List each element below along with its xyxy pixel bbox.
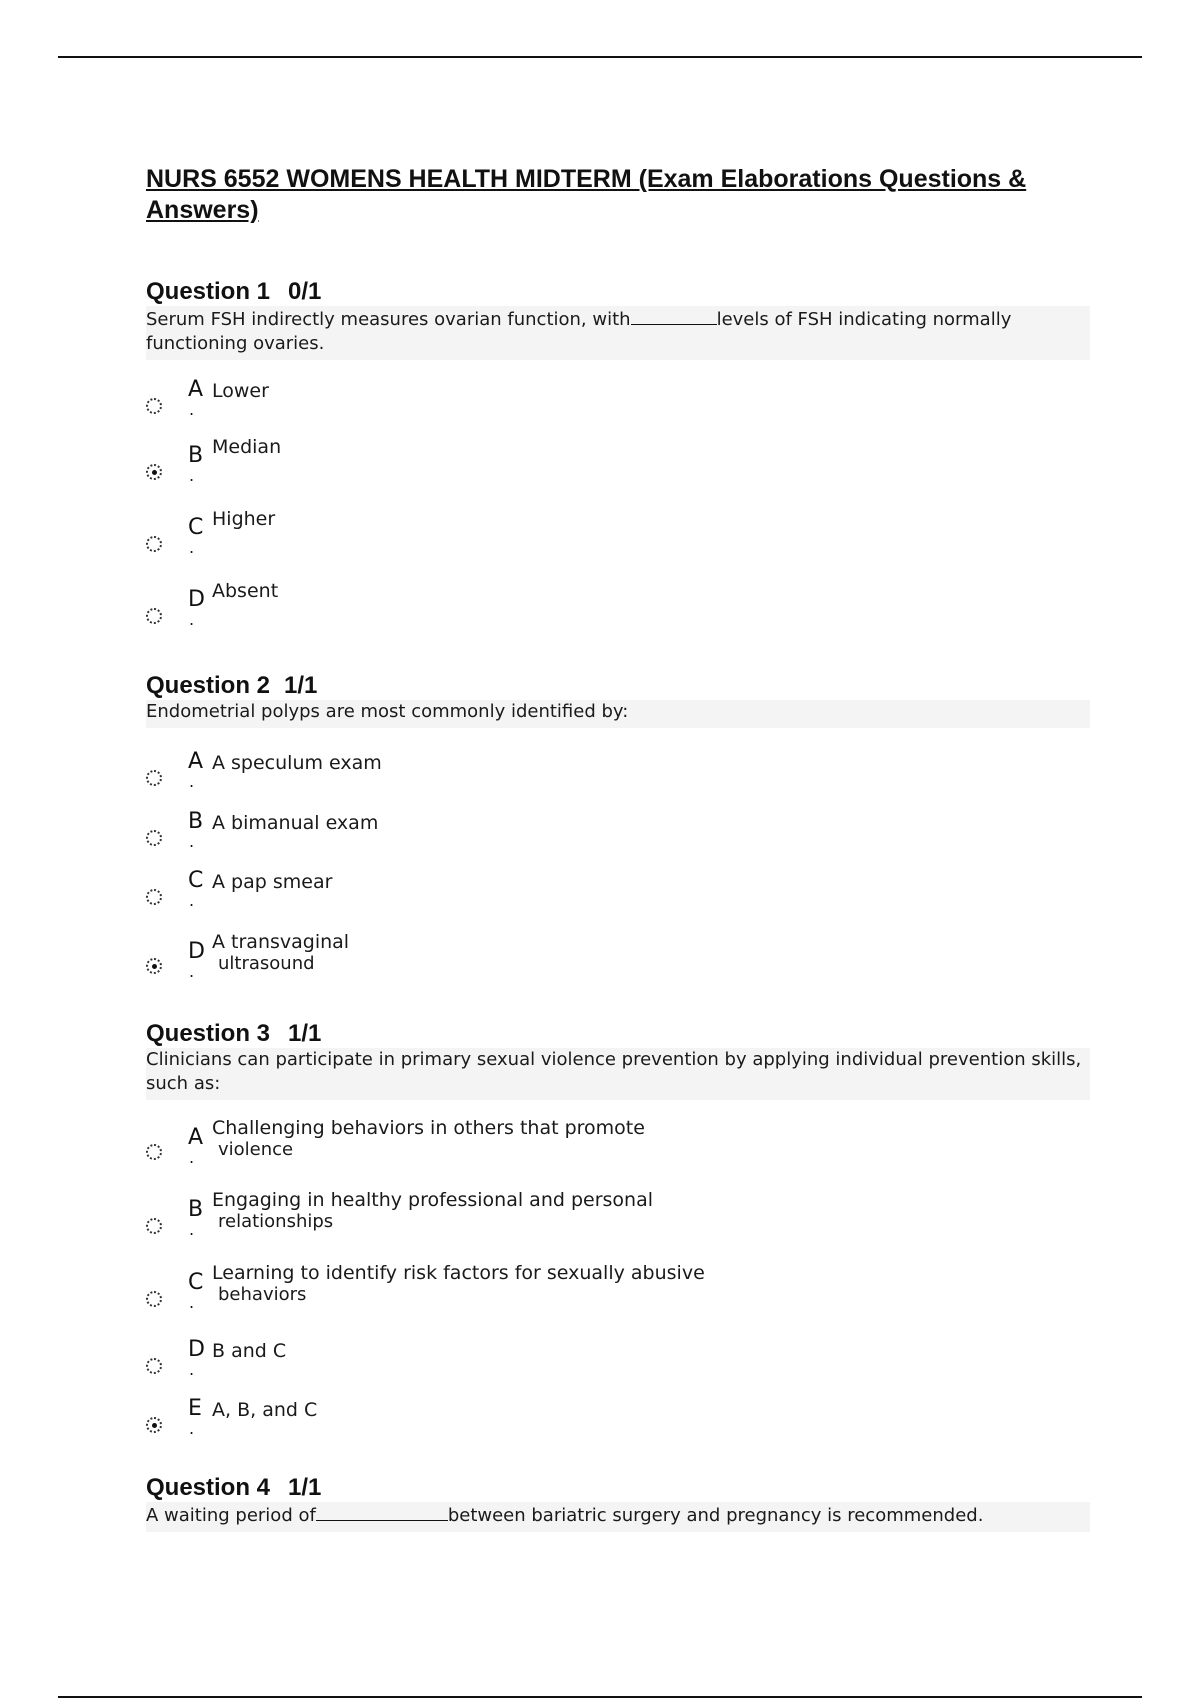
option-dot: .: [189, 832, 195, 851]
answer-blank: [316, 1502, 448, 1521]
option-dot: .: [189, 400, 195, 419]
option-text: A speculum exam: [212, 752, 382, 774]
option-letter: D: [188, 939, 205, 964]
top-rule: [58, 56, 1142, 58]
radio-button-icon[interactable]: [146, 536, 162, 552]
option-text: [212, 1118, 645, 1160]
option-letter: A: [188, 377, 204, 402]
question-1: [146, 278, 1090, 629]
option-letter: C: [188, 515, 204, 540]
question-text-after: levels of FSH indicating normally functioning ovaries.: [146, 309, 1012, 354]
question-3: [146, 1020, 1090, 1438]
option-dot: .: [189, 1148, 195, 1167]
document-title: NURS 6552 WOMENS HEALTH MIDTERM (Exam Elaborations Questions & Answers): [146, 165, 1027, 224]
option-dot: .: [189, 1220, 195, 1239]
question-text-before: Serum FSH indirectly measures ovarian function, with: [146, 309, 631, 330]
option-dot: .: [189, 891, 195, 910]
question-text: [146, 306, 1090, 360]
question-text: Endometrial polyps are most commonly identified by:: [146, 700, 1090, 728]
option-text-line2: violence: [218, 1139, 294, 1160]
option-dot: .: [189, 610, 195, 629]
option-text-line1: A transvaginal: [212, 931, 350, 953]
radio-button-icon[interactable]: [146, 1417, 162, 1433]
option-text: Absent: [212, 580, 279, 602]
option-dot: .: [189, 962, 195, 981]
question-4: [146, 1474, 1090, 1532]
option-dot: .: [189, 538, 195, 557]
question-header: [146, 1020, 1090, 1048]
option-letter: B: [188, 443, 204, 468]
option-dot: .: [189, 1360, 195, 1379]
option-dot: .: [189, 1293, 195, 1312]
radio-button-icon[interactable]: [146, 608, 162, 624]
question-2: [146, 672, 1090, 981]
question-text-after: between bariatric surgery and pregnancy is recommended.: [447, 1505, 984, 1526]
radio-button-icon[interactable]: [146, 770, 162, 786]
option-letter: D: [188, 587, 205, 612]
option-text-line1: Challenging behaviors in others that promote: [212, 1117, 645, 1139]
option-text: Median: [212, 436, 282, 458]
option-text: Lower: [212, 380, 269, 402]
radio-button-icon[interactable]: [146, 830, 162, 846]
question-header: [146, 1474, 1090, 1502]
question-text: Clinicians can participate in primary sexual violence prevention by applying individual prevention skills, such as:: [146, 1048, 1090, 1100]
option-letter: A: [188, 749, 204, 774]
question-text: [146, 1502, 1090, 1532]
question-score: 0/1: [288, 278, 322, 305]
radio-button-icon[interactable]: [146, 958, 162, 974]
option-text-line2: behaviors: [218, 1284, 307, 1305]
question-score: 1/1: [284, 672, 318, 699]
option-text: Higher: [212, 508, 276, 530]
question-label: Question 2: [146, 672, 271, 699]
radio-button-icon[interactable]: [146, 1218, 162, 1234]
answer-blank: [631, 306, 717, 325]
option-dot: .: [189, 772, 195, 791]
option-text-line2: relationships: [218, 1211, 334, 1232]
question-score: 1/1: [288, 1020, 322, 1047]
radio-button-icon[interactable]: [146, 889, 162, 905]
option-letter: D: [188, 1337, 205, 1362]
question-text-before: A waiting period of: [146, 1505, 316, 1526]
option-text: B and C: [212, 1340, 287, 1362]
option-letter: E: [188, 1396, 202, 1421]
option-text-line1: Learning to identify risk factors for sexually abusive: [212, 1262, 705, 1284]
option-dot: .: [189, 466, 195, 485]
option-text: [212, 1190, 653, 1232]
question-label: Question 1: [146, 278, 271, 305]
question-header: [146, 278, 1090, 306]
bottom-rule: [58, 1696, 1142, 1698]
radio-button-icon[interactable]: [146, 1144, 162, 1160]
radio-button-icon[interactable]: [146, 1358, 162, 1374]
option-letter: C: [188, 868, 204, 893]
radio-button-icon[interactable]: [146, 398, 162, 414]
question-score: 1/1: [288, 1474, 322, 1501]
option-text: [212, 932, 349, 974]
radio-button-icon[interactable]: [146, 1291, 162, 1307]
option-text: A bimanual exam: [212, 812, 379, 834]
question-label: Question 3: [146, 1020, 271, 1047]
option-text-line2: ultrasound: [218, 953, 315, 974]
radio-button-icon[interactable]: [146, 464, 162, 480]
option-letter: A: [188, 1125, 204, 1150]
question-label: Question 4: [146, 1474, 271, 1501]
option-letter: B: [188, 809, 204, 834]
option-letter: C: [188, 1270, 204, 1295]
option-dot: .: [189, 1419, 195, 1438]
option-text-line1: Engaging in healthy professional and personal: [212, 1189, 654, 1211]
option-letter: B: [188, 1197, 204, 1222]
question-header: [146, 672, 1090, 700]
option-text: [212, 1263, 705, 1305]
option-text: A, B, and C: [212, 1399, 318, 1421]
option-text: A pap smear: [212, 871, 333, 893]
